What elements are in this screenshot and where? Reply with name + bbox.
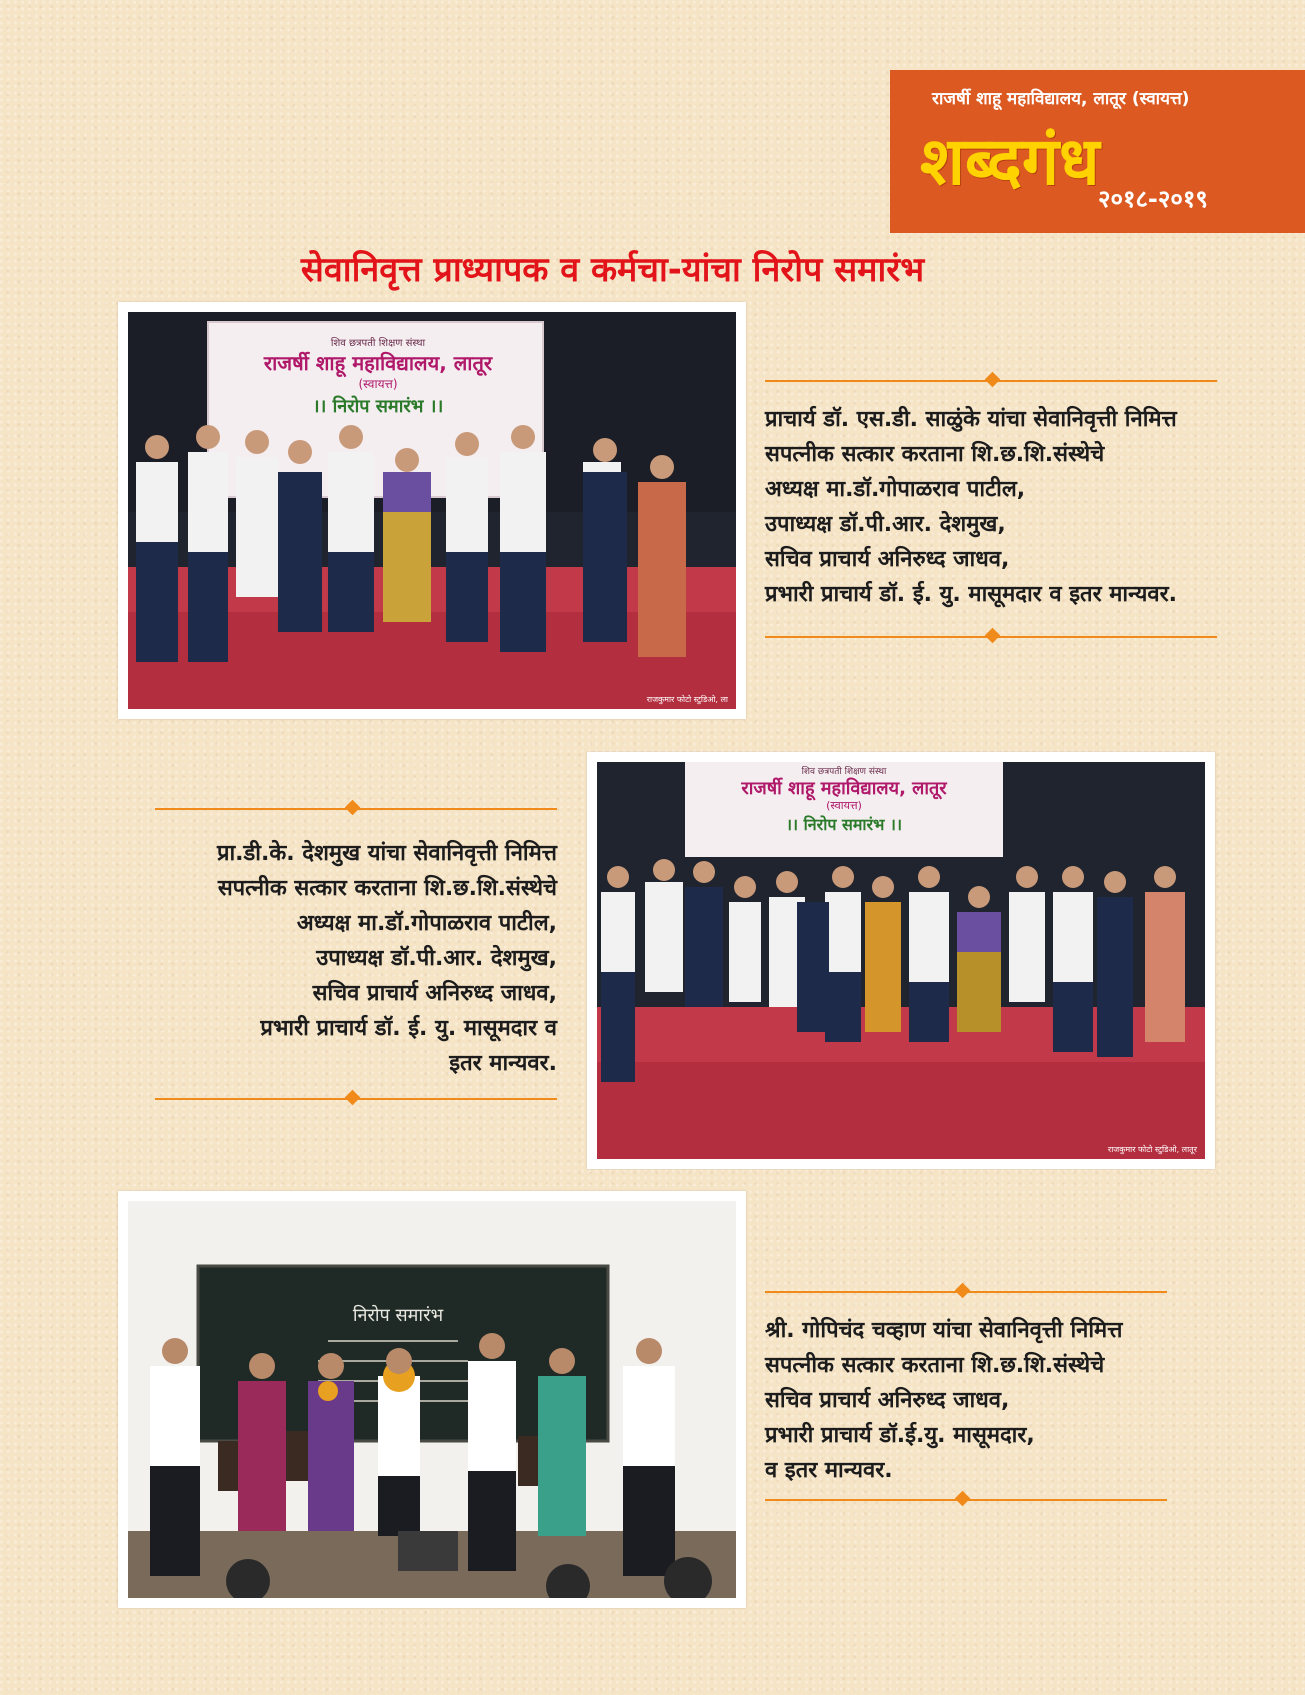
caption-1-line: प्राचार्य डॉ. एस.डी. साळुंके यांचा सेवानिवृत्ती निमित्त bbox=[765, 407, 1177, 432]
caption-1-top-divider bbox=[765, 374, 1217, 388]
photo-2-banner-college: राजर्षी शाहू महाविद्यालय, लातूर bbox=[741, 778, 947, 799]
magazine-year: २०१८-२०१९ bbox=[1098, 185, 1208, 213]
magazine-header bbox=[890, 70, 1305, 233]
caption-2-line: सपत्नीक सत्कार करताना शि.छ.शि.संस्थेचे bbox=[217, 876, 557, 901]
photo-1-banner-college: राजर्षी शाहू महाविद्यालय, लातूर bbox=[263, 351, 493, 375]
caption-1-line: अध्यक्ष मा.डॉ.गोपाळराव पाटील, bbox=[765, 477, 1026, 502]
caption-2-line: प्रा.डी.के. देशमुख यांचा सेवानिवृत्ती निमित्त bbox=[216, 841, 557, 866]
caption-1-line: सपत्नीक सत्कार करताना शि.छ.शि.संस्थेचे bbox=[765, 442, 1105, 467]
caption-1-bottom-divider bbox=[765, 630, 1217, 644]
caption-1-line: प्रभारी प्राचार्य डॉ. ई. यु. मासूमदार व इतर मान्यवर. bbox=[765, 582, 1177, 607]
caption-2-line: इतर मान्यवर. bbox=[449, 1051, 557, 1076]
caption-1-line: सचिव प्राचार्य अनिरुध्द जाधव, bbox=[765, 547, 1010, 572]
caption-3-bottom-divider bbox=[765, 1493, 1167, 1507]
caption-3-line: प्रभारी प्राचार्य डॉ.ई.यु. मासूमदार, bbox=[765, 1423, 1035, 1448]
photo-1-banner-event: ।। निरोप समारंभ ।। bbox=[312, 396, 444, 417]
photo-2-image bbox=[597, 762, 1205, 1159]
photo-1-banner-org: शिव छत्रपती शिक्षण संस्था bbox=[330, 338, 426, 349]
caption-2-bottom-divider bbox=[155, 1092, 557, 1106]
caption-3-line: सपत्नीक सत्कार करताना शि.छ.शि.संस्थेचे bbox=[765, 1353, 1105, 1378]
photo-1 bbox=[118, 302, 746, 719]
caption-2-top-divider bbox=[155, 802, 557, 816]
caption-2-line: प्रभारी प्राचार्य डॉ. ई. यु. मासूमदार व bbox=[260, 1016, 557, 1041]
page-title: सेवानिवृत्त प्राध्यापक व कर्मचा-यांचा निरोप समारंभ bbox=[300, 250, 925, 290]
caption-3-line: व इतर मान्यवर. bbox=[765, 1458, 893, 1483]
caption-3-line: सचिव प्राचार्य अनिरुध्द जाधव, bbox=[765, 1388, 1010, 1413]
caption-1 bbox=[765, 402, 1177, 612]
photo-1-watermark: राजकुमार फोटो स्टुडिओ, ला bbox=[646, 695, 728, 704]
caption-3 bbox=[765, 1313, 1122, 1488]
photo-2 bbox=[587, 752, 1215, 1169]
caption-3-top-divider bbox=[765, 1285, 1167, 1299]
photo-3-board-title: निरोप समारंभ bbox=[352, 1305, 444, 1326]
caption-2-line: अध्यक्ष मा.डॉ.गोपाळराव पाटील, bbox=[296, 911, 557, 936]
caption-1-line: उपाध्यक्ष डॉ.पी.आर. देशमुख, bbox=[765, 512, 1006, 537]
caption-2-line: सचिव प्राचार्य अनिरुध्द जाधव, bbox=[312, 981, 557, 1006]
magazine-logo: शब्दगंध bbox=[920, 122, 1100, 200]
caption-2-line: उपाध्यक्ष डॉ.पी.आर. देशमुख, bbox=[316, 946, 557, 971]
photo-2-banner-event: ।। निरोप समारंभ ।। bbox=[785, 815, 903, 834]
photo-2-watermark: राजकुमार फोटो स्टुडिओ, लातूर bbox=[1107, 1145, 1197, 1154]
photo-1-banner-sub: (स्वायत्त) bbox=[358, 377, 398, 391]
photo-1-image bbox=[128, 312, 736, 709]
college-name: राजर्षी शाहू महाविद्यालय, लातूर (स्वायत्त) bbox=[932, 89, 1190, 109]
photo-2-banner-org: शिव छत्रपती शिक्षण संस्था bbox=[801, 767, 887, 777]
photo-3 bbox=[118, 1191, 746, 1608]
caption-2 bbox=[120, 836, 557, 1081]
photo-2-banner-sub: (स्वायत्त) bbox=[826, 799, 862, 812]
photo-3-image bbox=[128, 1201, 736, 1598]
caption-3-line: श्री. गोपिचंद चव्हाण यांचा सेवानिवृत्ती निमित्त bbox=[765, 1318, 1123, 1343]
